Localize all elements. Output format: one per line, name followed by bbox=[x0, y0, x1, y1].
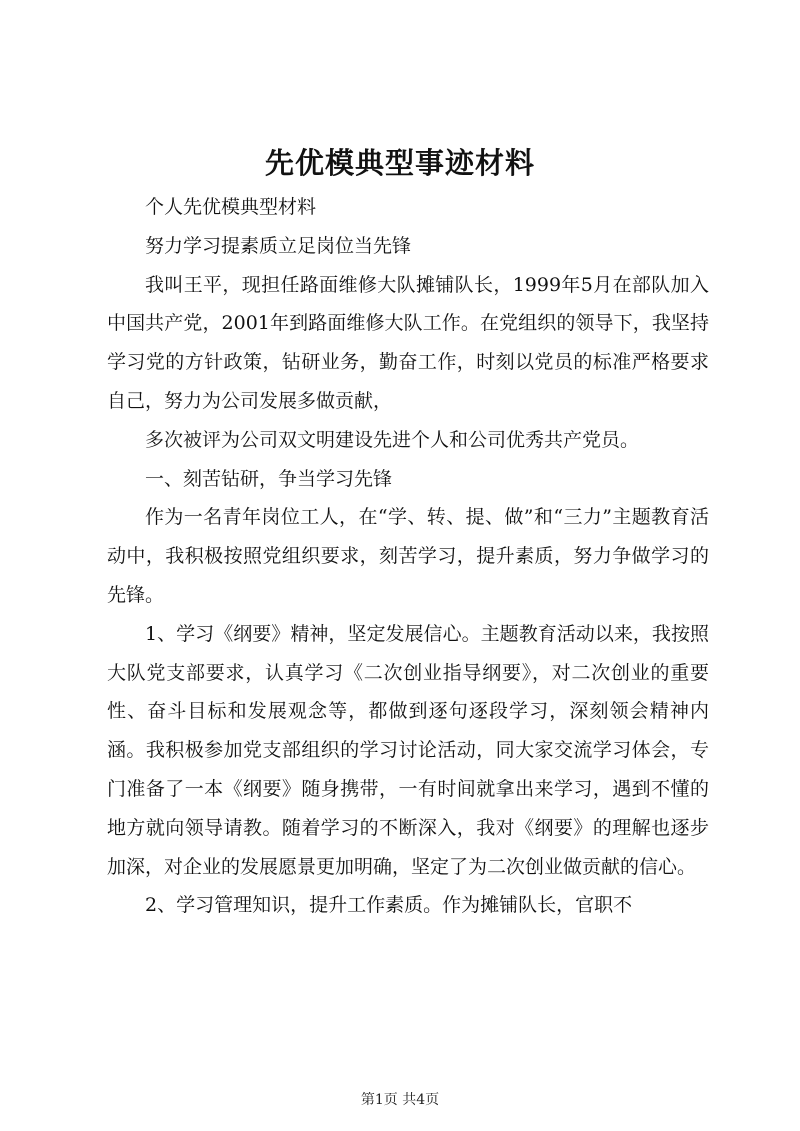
paragraph: 作为一名青年岗位工人，在“学、转、提、做”和“三力”主题教育活动中，我积极按照党组织要求，刻苦学习，提升素质，努力争做学习的先锋。 bbox=[107, 506, 709, 606]
page-number-footer: 第1页 共4页 bbox=[360, 1092, 440, 1108]
section-heading: 一、刻苦钻研，争当学习先锋 bbox=[145, 467, 393, 490]
paragraph-heading: 努力学习提素质立足岗位当先锋 bbox=[145, 234, 412, 257]
document-title: 先优模典型事迹材料 bbox=[264, 146, 535, 180]
paragraph-subtitle: 个人先优模典型材料 bbox=[145, 196, 317, 218]
paragraph: 1、学习《纲要》精神，坚定发展信心。主题教育活动以来，我按照大队党支部要求，认真学习《二次创业指导纲要》，对二次创业的重要性、奋斗目标和发展观念等，都做到逐句逐段学习，深刻领会精神内涵。我积极参加党支部组织的学习讨论活动，同大家交流学习体会，专门准备了一本《纲要》随身携带，一有时间就拿出来学习，遇到不懂的地方就向领导请教。随着学习的不断深入，我对《纲要》的理解也逐步加深，对企业的发展愿景更加明确，坚定了为二次创业做贡献的信心。 bbox=[107, 622, 709, 878]
paragraph: 我叫王平，现担任路面维修大队摊铺队长，1999年5月在部队加入中国共产党，2001年到路面维修大队工作。在党组织的领导下，我坚持学习党的方针政策，钻研业务，勤奋工作，时刻以党员的标准严格要求自己，努力为公司发展多做贡献， bbox=[107, 273, 709, 412]
paragraph: 2、学习管理知识，提升工作素质。作为摊铺队长，官职不 bbox=[145, 894, 633, 917]
document-body bbox=[107, 188, 709, 925]
paragraph: 多次被评为公司双文明建设先进个人和公司优秀共产党员。 bbox=[145, 428, 640, 451]
